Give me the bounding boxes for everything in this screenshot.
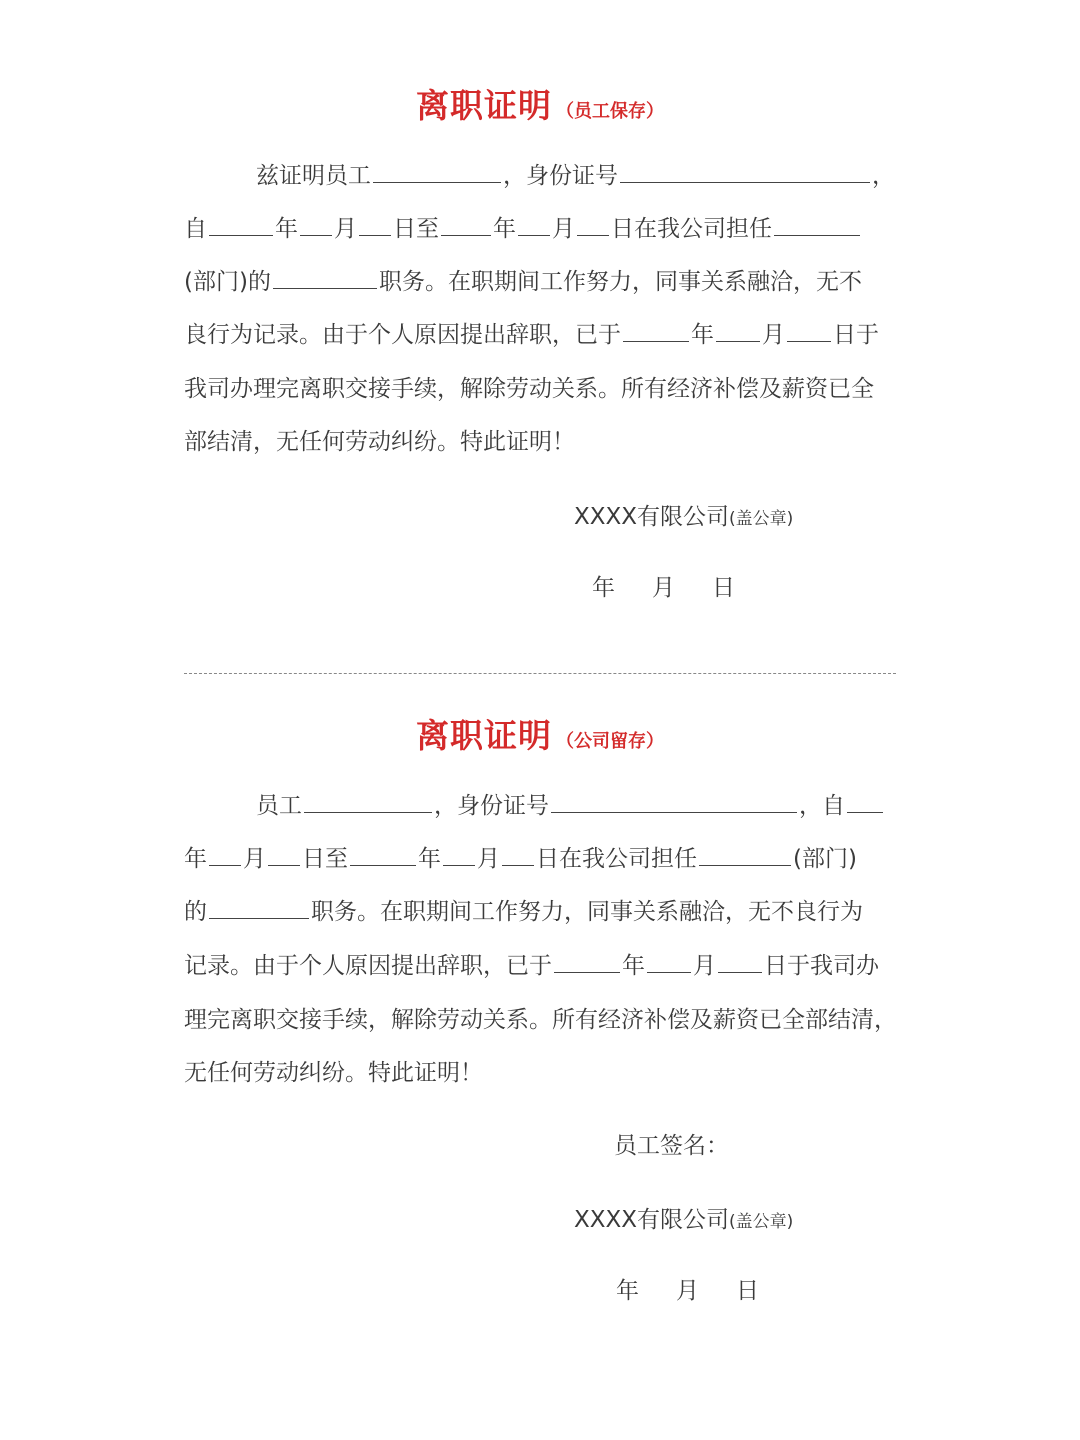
start-year-blank[interactable] [209, 209, 273, 236]
text-segment: ，身份证号 [434, 793, 549, 819]
certificate2-line2 [184, 839, 900, 879]
text-segment: 职务。在职期间工作努力，同事关系融洽，无不良行为 [311, 899, 863, 925]
cut-line-divider [184, 673, 896, 674]
certificate1-line5: 我司办理完离职交接手续，解除劳动关系。所有经济补偿及薪资已全 [184, 376, 874, 402]
date-day: 日 [736, 1278, 759, 1304]
start-day-blank[interactable] [359, 209, 391, 236]
certificate2-company [574, 1202, 793, 1240]
text-segment: 自 [184, 216, 207, 242]
text-segment: 良行为记录。由于个人原因提出辞职，已于 [184, 322, 621, 348]
text-segment: 记录。由于个人原因提出辞职，已于 [184, 953, 552, 979]
end-year-blank[interactable] [441, 209, 491, 236]
text-segment: 日至 [302, 846, 348, 872]
company-name: XXXX有限公司 [574, 1207, 730, 1233]
resign-day-blank[interactable] [718, 946, 762, 973]
company-name: XXXX有限公司 [574, 504, 730, 530]
text-segment: ，自 [799, 793, 845, 819]
certificate2-employee-signature: 员工签名： [614, 1133, 729, 1159]
seal-note: (盖公章) [729, 1212, 794, 1232]
certificate1-line2 [184, 209, 900, 249]
start-day-blank[interactable] [268, 839, 300, 866]
resign-month-blank[interactable] [716, 315, 760, 342]
start-month-blank[interactable] [209, 839, 241, 866]
certificate2-date [616, 1273, 796, 1309]
text-segment: 日于我司办 [764, 953, 879, 979]
end-month-blank[interactable] [443, 839, 475, 866]
date-day: 日 [712, 575, 735, 601]
certificate2-line4 [184, 946, 900, 986]
resign-month-blank[interactable] [647, 946, 691, 973]
title-text: 离职证明 [416, 716, 552, 755]
certificate2-line3 [184, 892, 900, 932]
text-segment: 月 [243, 846, 266, 872]
title-subtitle: （员工保存） [556, 101, 664, 122]
date-month: 月 [676, 1278, 699, 1304]
department-blank[interactable] [774, 209, 860, 236]
end-year-blank[interactable] [350, 839, 416, 866]
text-segment: (部门)的 [184, 269, 271, 295]
text-segment: 兹证明员工 [256, 163, 371, 189]
text-segment: ， [872, 163, 895, 189]
certificate2-line6: 无任何劳动纠纷。特此证明！ [184, 1060, 483, 1086]
text-segment: 年 [691, 322, 714, 348]
certificate1-line6: 部结清，无任何劳动纠纷。特此证明！ [184, 429, 575, 455]
id-number-blank[interactable] [551, 786, 797, 813]
certificate2-line1 [256, 786, 900, 826]
seal-note: (盖公章) [729, 509, 794, 529]
text-segment: 月 [693, 953, 716, 979]
text-segment: 的 [184, 899, 207, 925]
title-text: 离职证明 [416, 86, 552, 125]
certificate1-line4 [184, 315, 900, 355]
text-segment: 日于 [833, 322, 879, 348]
certificate1-title [0, 80, 1080, 127]
text-segment: 日在我公司担任 [536, 846, 697, 872]
text-segment: 年 [275, 216, 298, 242]
text-segment: ，身份证号 [503, 163, 618, 189]
end-day-blank[interactable] [502, 839, 534, 866]
text-segment: 月 [762, 322, 785, 348]
certificate2-line5: 理完离职交接手续，解除劳动关系。所有经济补偿及薪资已全部结清， [184, 1007, 897, 1033]
text-segment: 日至 [393, 216, 439, 242]
text-segment: 月 [334, 216, 357, 242]
position-blank[interactable] [209, 892, 309, 919]
certificate1-company [574, 499, 793, 537]
resign-year-blank[interactable] [554, 946, 620, 973]
date-year: 年 [616, 1278, 639, 1304]
date-year: 年 [592, 575, 615, 601]
date-month: 月 [652, 575, 675, 601]
position-blank[interactable] [273, 262, 377, 289]
text-segment: 月 [552, 216, 575, 242]
certificate2-title [0, 710, 1080, 757]
text-segment: 日在我公司担任 [611, 216, 772, 242]
text-segment: 年 [493, 216, 516, 242]
id-number-blank[interactable] [620, 156, 870, 183]
start-year-blank[interactable] [847, 786, 883, 813]
text-segment: 月 [477, 846, 500, 872]
resign-day-blank[interactable] [787, 315, 831, 342]
resign-year-blank[interactable] [623, 315, 689, 342]
text-segment: 年 [622, 953, 645, 979]
employee-name-blank[interactable] [304, 786, 432, 813]
certificate1-line1 [256, 156, 900, 196]
certificate1-date [592, 570, 772, 606]
employee-name-blank[interactable] [373, 156, 501, 183]
department-blank[interactable] [699, 839, 791, 866]
title-subtitle: （公司留存） [556, 731, 664, 752]
text-segment: 员工 [256, 793, 302, 819]
text-segment: 职务。在职期间工作努力，同事关系融洽，无不 [378, 269, 862, 295]
end-day-blank[interactable] [577, 209, 609, 236]
end-month-blank[interactable] [518, 209, 550, 236]
text-segment: 年 [418, 846, 441, 872]
text-segment: (部门) [793, 846, 857, 872]
text-segment: 年 [184, 846, 207, 872]
certificate1-line3 [184, 262, 900, 302]
start-month-blank[interactable] [300, 209, 332, 236]
